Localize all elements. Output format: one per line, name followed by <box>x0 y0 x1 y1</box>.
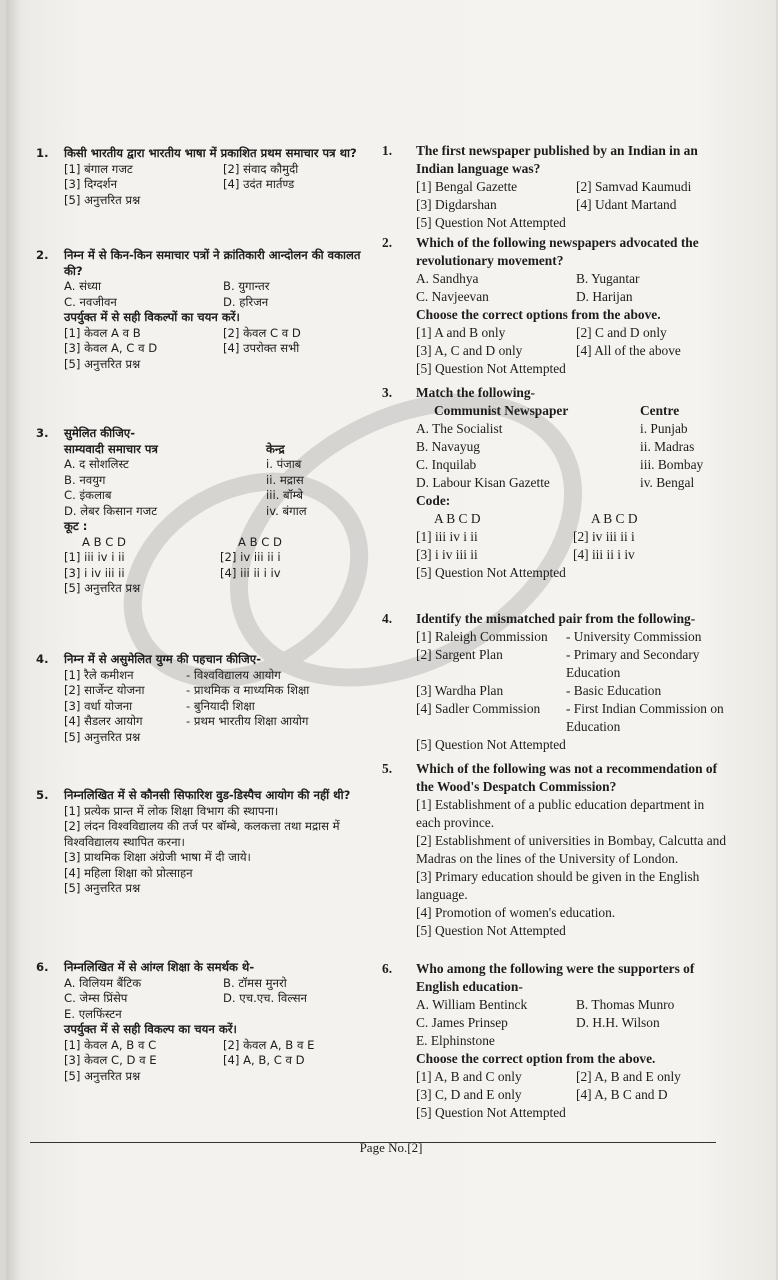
item: D. हरिजन <box>223 294 269 309</box>
question-number: 2. <box>382 235 393 250</box>
question-text: Which of the following was not a recommendation of the Wood's Despatch Commission? <box>416 761 718 794</box>
question-text: Who among the following were the supporters of English education- <box>416 961 695 994</box>
item-grid <box>64 279 376 310</box>
item: C. जेम्स प्रिंसेप <box>64 991 128 1006</box>
match-left: A. The Socialist <box>416 420 503 436</box>
option-not-attempted: [5] अनुत्तरित प्रश्न <box>64 729 141 744</box>
option: [2] केवल C व D <box>223 325 301 340</box>
pair-right: - विश्वविद्यालय आयोग <box>186 667 281 682</box>
item: B. युगान्तर <box>223 279 270 294</box>
pair-row <box>64 714 376 730</box>
column-heading: Communist Newspaper <box>434 402 569 418</box>
option: [4] महिला शिक्षा को प्रोत्साहन <box>64 865 193 880</box>
option: [2] Establishment of universities in Bombay, Calcutta and Madras on the lines of the University of London. <box>416 832 727 866</box>
question-text: निम्नलिखित में से कौनसी सिफारिश वुड-डिस्पैच आयोग की नहीं थी? <box>64 788 351 802</box>
match-right: i. Punjab <box>640 420 688 436</box>
pair-left: [3] Wardha Plan <box>416 682 504 698</box>
option: [2] A, B and E only <box>576 1068 681 1084</box>
page-number: Page No.[2] <box>359 1140 423 1155</box>
item: C. नवजीवन <box>64 294 117 309</box>
option: [2] लंदन विश्वविद्यालय की तर्ज पर बॉम्बे, कलकत्ता तथा मद्रास में विश्वविद्यालय स्थापित करना। <box>64 819 340 849</box>
item: B. Yugantar <box>576 270 640 286</box>
choose-instruction: Choose the correct options from the above. <box>416 306 661 322</box>
option: [3] A, C and D only <box>416 342 523 358</box>
match-left: D. लेबर किसान गजट <box>64 503 158 518</box>
match-row <box>416 456 730 474</box>
option-grid <box>64 162 376 193</box>
english-question-6 <box>382 960 730 1122</box>
match-left: B. नवयुग <box>64 472 106 487</box>
option: [3] केवल C, D व E <box>64 1053 157 1068</box>
match-right: iii. बॉम्बे <box>266 488 304 503</box>
question-number: 6. <box>382 961 393 976</box>
option: [1] बंगाल गजट <box>64 161 133 176</box>
item-grid <box>64 976 376 1007</box>
hindi-question-6 <box>36 960 376 1084</box>
item: B. टॉमस मुनरो <box>223 975 287 990</box>
item: D. Harijan <box>576 288 633 304</box>
item: A. Sandhya <box>416 270 479 286</box>
column-heading: Centre <box>640 402 680 418</box>
option: [3] i iv iii ii <box>64 565 125 580</box>
code-label: Code: <box>416 492 451 508</box>
match-row <box>64 457 376 473</box>
pair-row <box>64 699 376 715</box>
option: [4] Promotion of women's education. <box>416 904 616 920</box>
option: [3] Primary education should be given in the English language. <box>416 868 700 902</box>
hindi-question-2 <box>36 248 376 372</box>
hindi-question-4 <box>36 652 376 745</box>
option-not-attempted: [5] अनुत्तरित प्रश्न <box>64 192 141 207</box>
match-left: D. Labour Kisan Gazette <box>416 474 550 490</box>
pair-right: - बुनियादी शिक्षा <box>186 698 255 713</box>
option: [3] केवल A, C व D <box>64 341 158 356</box>
option-not-attempted: [5] Question Not Attempted <box>416 214 566 230</box>
option-not-attempted: [5] Question Not Attempted <box>416 736 566 752</box>
pair-row <box>416 628 730 646</box>
question-text: किसी भारतीय द्वारा भारतीय भाषा में प्रकाशित प्रथम समाचार पत्र था? <box>64 146 357 160</box>
option-not-attempted: [5] अनुत्तरित प्रश्न <box>64 881 141 896</box>
pair-left: [1] रैले कमीशन <box>64 667 134 682</box>
match-row <box>64 473 376 489</box>
option: [4] Udant Martand <box>576 196 677 212</box>
choose-instruction: Choose the correct option from the above. <box>416 1050 656 1066</box>
match-right: iv. बंगाल <box>266 503 307 518</box>
item: D. H.H. Wilson <box>576 1014 660 1030</box>
question-text: निम्न में से असुमेलित युग्म की पहचान कीजिए- <box>64 652 262 666</box>
option-grid <box>416 1068 730 1104</box>
english-question-4 <box>382 610 730 754</box>
pair-right: - Basic Education <box>566 682 662 698</box>
option: [1] iii iv i ii <box>416 528 478 544</box>
option: [2] केवल A, B व E <box>223 1037 315 1052</box>
pair-row <box>64 668 376 684</box>
match-left: C. Inquilab <box>416 456 477 472</box>
item: A. William Bentinck <box>416 996 528 1012</box>
item: D. एच.एच. विल्सन <box>223 991 307 1006</box>
option-grid <box>416 178 730 214</box>
match-left: B. Navayug <box>416 438 480 454</box>
option: [3] C, D and E only <box>416 1086 522 1102</box>
pair-left: [2] सार्जेन्ट योजना <box>64 683 145 698</box>
question-number: 2. <box>36 248 49 262</box>
question-text: Which of the following newspapers advocated the revolutionary movement? <box>416 235 699 268</box>
option: [4] A, B, C व D <box>223 1053 305 1068</box>
question-text: The first newspaper published by an Indian in an Indian language was? <box>416 143 698 176</box>
match-left: C. इंकलाब <box>64 488 112 503</box>
code-header <box>416 510 730 528</box>
option: [2] Samvad Kaumudi <box>576 178 692 194</box>
option-grid <box>64 326 376 357</box>
item: E. एलफिंस्टन <box>64 1006 122 1021</box>
pair-row <box>416 646 730 682</box>
pair-left: [1] Raleigh Commission <box>416 628 548 644</box>
english-question-2 <box>382 234 730 378</box>
item-grid <box>416 996 730 1032</box>
match-right: iv. Bengal <box>640 474 695 490</box>
option: [4] A, B C and D <box>576 1086 668 1102</box>
option-not-attempted: [5] Question Not Attempted <box>416 564 566 580</box>
match-right: iii. Bombay <box>640 456 704 472</box>
code-head: A B C D <box>238 534 282 549</box>
pair-left: [4] Sadler Commission <box>416 700 541 716</box>
choose-instruction: उपर्युक्त में से सही विकल्प का चयन करें। <box>64 1022 237 1037</box>
hindi-question-1 <box>36 146 376 208</box>
question-number: 1. <box>36 146 49 160</box>
question-text: निम्नलिखित में से आंग्ल शिक्षा के समर्थक थे- <box>64 960 255 974</box>
match-row <box>64 504 376 520</box>
question-number: 4. <box>36 652 49 666</box>
option-grid <box>64 1038 376 1069</box>
question-text: सुमेलित कीजिए- <box>64 426 136 440</box>
option: [4] All of the above <box>576 342 681 358</box>
choose-instruction: उपर्युक्त में से सही विकल्पों का चयन करें। <box>64 310 240 325</box>
question-number: 5. <box>382 761 393 776</box>
item: C. James Prinsep <box>416 1014 508 1030</box>
option: [1] केवल A, B व C <box>64 1037 157 1052</box>
match-row <box>416 420 730 438</box>
option: [1] Establishment of a public education department in each province. <box>416 796 705 830</box>
question-text: Match the following- <box>416 385 536 400</box>
code-head: A B C D <box>591 510 638 526</box>
option: [1] A, B and C only <box>416 1068 522 1084</box>
pair-right: - Primary and Secondary Education <box>566 646 700 680</box>
match-row <box>64 488 376 504</box>
column-heading: केन्द्र <box>266 441 285 456</box>
option: [1] iii iv i ii <box>64 550 125 565</box>
match-header <box>64 442 376 458</box>
option: [1] केवल A व B <box>64 325 141 340</box>
option: [4] iii ii i iv <box>220 565 281 580</box>
pair-left: [3] वर्धा योजना <box>64 698 133 713</box>
pair-row <box>64 683 376 699</box>
item: C. Navjeevan <box>416 288 489 304</box>
pair-right: - First Indian Commission on Education <box>566 700 724 734</box>
match-right: i. पंजाब <box>266 457 302 472</box>
option-not-attempted: [5] अनुत्तरित प्रश्न <box>64 1068 141 1083</box>
code-label: कूट : <box>64 519 88 534</box>
question-number: 3. <box>382 385 393 400</box>
option: [3] i iv iii ii <box>416 546 478 562</box>
item: A. संध्या <box>64 279 102 294</box>
pair-row <box>416 682 730 700</box>
code-header <box>64 535 376 551</box>
pair-right: - University Commission <box>566 628 702 644</box>
question-text: निम्न में से किन-किन समाचार पत्रों ने क्रांतिकारी आन्दोलन की वकालत की? <box>64 248 361 278</box>
match-left: A. द सोशलिस्ट <box>64 457 129 472</box>
code-options <box>64 550 376 581</box>
question-text: Identify the mismatched pair from the following- <box>416 611 696 626</box>
option-not-attempted: [5] Question Not Attempted <box>416 1104 566 1120</box>
item-grid <box>416 270 730 306</box>
english-question-1 <box>382 142 730 232</box>
match-row <box>416 438 730 456</box>
question-number: 1. <box>382 143 393 158</box>
option-not-attempted: [5] अनुत्तरित प्रश्न <box>64 356 141 371</box>
option-not-attempted: [5] Question Not Attempted <box>416 922 566 938</box>
pair-left: [4] सैडलर आयोग <box>64 714 143 729</box>
code-head: A B C D <box>434 510 481 526</box>
hindi-question-3 <box>36 426 376 597</box>
item: E. Elphinstone <box>416 1032 495 1048</box>
option: [1] प्रत्येक प्रान्त में लोक शिक्षा विभाग की स्थापना। <box>64 803 279 818</box>
code-head: A B C D <box>82 534 126 549</box>
question-number: 5. <box>36 788 49 802</box>
option: [2] iv iii ii i <box>573 528 635 544</box>
match-right: ii. मद्रास <box>266 472 304 487</box>
question-number: 4. <box>382 611 393 626</box>
pair-right: - प्राथमिक व माध्यमिक शिक्षा <box>186 683 310 698</box>
option: [3] प्राथमिक शिक्षा अंग्रेजी भाषा में दी जाये। <box>64 850 251 865</box>
option: [2] C and D only <box>576 324 667 340</box>
option: [2] iv iii ii i <box>220 550 281 565</box>
match-header <box>416 402 730 420</box>
pair-right: - प्रथम भारतीय शिक्षा आयोग <box>186 714 309 729</box>
hindi-question-5 <box>36 788 376 897</box>
code-options <box>416 528 730 564</box>
exam-page <box>6 0 776 1280</box>
option: [1] A and B only <box>416 324 506 340</box>
match-right: ii. Madras <box>640 438 695 454</box>
english-question-5 <box>382 760 730 940</box>
column-heading: साम्यवादी समाचार पत्र <box>64 441 158 456</box>
option: [3] दिग्दर्शन <box>64 177 117 192</box>
option-grid <box>416 324 730 360</box>
option: [4] iii ii i iv <box>573 546 635 562</box>
option-not-attempted: [5] अनुत्तरित प्रश्न <box>64 581 141 596</box>
question-number: 3. <box>36 426 49 440</box>
option: [4] उदंत मार्तण्ड <box>223 177 295 192</box>
option: [4] उपरोक्त सभी <box>223 341 300 356</box>
match-row <box>416 474 730 492</box>
item: B. Thomas Munro <box>576 996 675 1012</box>
option: [2] संवाद कौमुदी <box>223 161 299 176</box>
pair-left: [2] Sargent Plan <box>416 646 503 662</box>
english-question-3 <box>382 384 730 581</box>
question-number: 6. <box>36 960 49 974</box>
option: [3] Digdarshan <box>416 196 497 212</box>
pair-row <box>416 700 730 736</box>
item: A. विलियम बैंटिक <box>64 975 142 990</box>
option-not-attempted: [5] Question Not Attempted <box>416 360 566 376</box>
option: [1] Bengal Gazette <box>416 178 518 194</box>
